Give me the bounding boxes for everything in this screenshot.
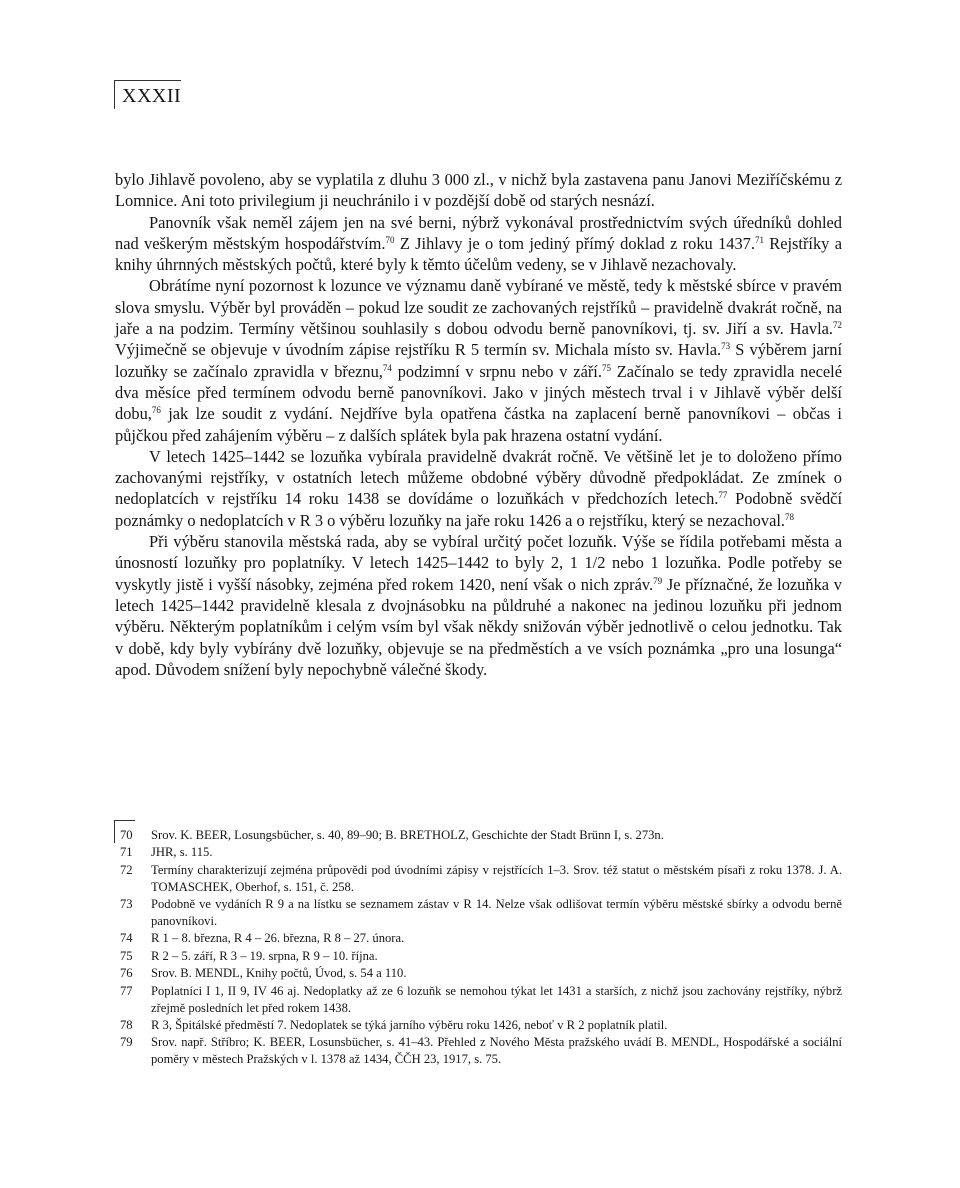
- footnote-text: Podobně ve vydáních R 9 a na lístku se seznamem zástav v R 14. Nelze však odlišovat termín výběru městské sbírky a odvodu berně panovníkovi.: [151, 897, 842, 929]
- footnote-number: 70: [120, 828, 133, 842]
- footnote-ref: 77: [718, 490, 728, 501]
- footnote-text: JHR, s. 115.: [151, 845, 213, 860]
- body-text: [115, 169, 842, 680]
- text-run: Podobně svědčí poznámky o nedoplatcích v R 3 o výběru lozuňky na jaře roku 1426 a o rejstříku, který se nezachoval.: [115, 489, 843, 530]
- text-run: S výběrem jarní lozuňky se začínalo zpravidla v březnu,: [115, 340, 842, 381]
- footnote-ref: 79: [653, 575, 663, 586]
- footnote-text: R 3, Špitálské předměstí 7. Nedoplatek se týká jarního výběru roku 1426, neboť v R 2 poplatník platil.: [151, 1017, 668, 1032]
- footnote-number: 73: [120, 897, 133, 912]
- page-number: XXXII: [122, 85, 182, 107]
- footnotes: [118, 827, 842, 1069]
- text-run: podzimní v srpnu nebo v září.: [391, 361, 602, 381]
- text-run: Při výběru stanovila městská rada, aby se vybíral určitý počet lozuňk. Výše se řídila potřebami města a únosností lozuňky pro poplatníky. V letech 1425–1442 to byly 2, 1 1/2 nebo 1 lozuňka. Podle potřeby se vyskytly jistě i vyšší násobky, zejména před rokem 1420, není však o nich zpráv.: [115, 532, 842, 594]
- footnote-number: 76: [120, 966, 133, 981]
- text-run: Rejstříky a knihy úhrnných městských počtů, které byly k těmto účelům vedeny, se v Jihlavě nezachovaly.: [115, 233, 842, 275]
- text-run: Obrátíme nyní pozornost k lozunce ve významu daně vybírané ve městě, tedy k městské sbírce v pravém slova smyslu. Výběr byl prováděn – pokud lze soudit ze zachovaných rejstříků – pravidelně dvakrát ročně, na jaře a na podzim. Termíny většinou souhlasily s dobou odvodu berně panovníkovi, tj. sv. Jiří a sv. Havla.: [115, 276, 842, 339]
- footnote-text: R 1 – 8. března, R 4 – 26. března, R 8 – 27. února.: [151, 931, 405, 946]
- footnote-number: 78: [120, 1017, 133, 1032]
- footnote-text: Termíny charakterizují zejména průpovědi pod úvodními zápisy v rejstřících 1–3. Srov. též statut o městském písaři z roku 1378. J. A. TOMASCHEK, Oberhof, s. 151, č. 258.: [151, 862, 842, 894]
- footnote-number: 71: [120, 845, 133, 860]
- text-run: V letech 1425–1442 se lozuňka vybírala pravidelně dvakrát ročně. Ve většině let je to doloženo přímo zachovanými rejstříky, v ostatních letech můžeme obdobné výběry důvodně předpokládat. Ze zmínek o nedoplatcích v rejstříku 14 roku 1438 se dovídáme o lozuňkách v předchozích letech.: [115, 446, 842, 509]
- footnote-text: Srov. K. BEER, Losungsbücher, s. 40, 89–90; B. BRETHOLZ, Geschichte der Stadt Brünn I, s. 273n.: [151, 828, 664, 842]
- footnote-number: 74: [120, 931, 133, 946]
- paragraph: [115, 275, 842, 445]
- footnote: [118, 827, 842, 844]
- footnote-text: Srov. B. MENDL, Knihy počtů, Úvod, s. 54 a 110.: [151, 966, 407, 981]
- footnote-ref: 75: [601, 362, 611, 373]
- paragraph: [115, 212, 842, 276]
- footnote-ref: 78: [785, 511, 794, 522]
- paragraph: [115, 531, 842, 680]
- footnote-ref: 72: [833, 320, 842, 331]
- footnote-number: 79: [120, 1035, 133, 1050]
- footnote-number: 72: [120, 862, 133, 877]
- footnote-text: Poplatníci I 1, II 9, IV 46 aj. Nedoplatky až ze 6 lozuňk se nemohou týkat let 1431 a starších, z nichž jsou zachovány rejstříky, nýbrž zřejmě posledních let před rokem 1438.: [151, 983, 842, 1015]
- text-run: Panovník však neměl zájem jen na své berni, nýbrž vykonával prostřednictvím svých úředníků dohled nad veškerým městským hospodářstvím.: [115, 212, 842, 253]
- footnote-ref: 74: [382, 362, 392, 373]
- text-run: bylo Jihlavě povoleno, aby se vyplatila z dluhu 3 000 zl., v nichž byla zastavena panu Janovi Meziříčskému z Lomnice. Ani toto privilegium ji neuchránilo i v pozdější době od starých nesnází.: [115, 170, 842, 211]
- footnote-text: Srov. např. Stříbro; K. BEER, Losunsbücher, s. 41–43. Přehled z Nového Města pražského uvádí B. MENDL, Hospodářské a sociální poměry v městech Pražských v l. 1378 až 1434, ČČH 23, 1917, s. 75.: [151, 1035, 842, 1067]
- footnote-ref: 76: [151, 405, 161, 416]
- footnote: [118, 844, 842, 861]
- footnote-ref: 73: [721, 341, 731, 352]
- footnote: [118, 983, 842, 1017]
- footnote: [118, 1034, 842, 1068]
- paragraph: [115, 446, 842, 531]
- footnote-text: R 2 – 5. září, R 3 – 19. srpna, R 9 – 10. října.: [151, 948, 378, 963]
- footnote: [118, 1017, 842, 1034]
- footnote-ref: 71: [754, 234, 764, 245]
- footnote: [118, 930, 842, 947]
- text-run: Je příznačné, že lozuňka v letech 1425–1442 pravidelně klesala z dvojnásobku na půldruhé a nakonec na jedinou lozuňku při jednom výběru. Některým poplatníkům i celým vsím byl však někdy snižován výběr jednotlivě o celou jednotku. Tak v době, kdy byly vybírány dvě lozuňky, objevuje se na předměstích a ve vsích poznámka „pro una losunga“ apod. Důvodem snížení byly nepochybně válečné škody.: [115, 574, 842, 679]
- footnote-ref: 70: [385, 234, 395, 245]
- paragraph: [115, 169, 842, 212]
- footnote: [118, 862, 842, 896]
- footnote-number: 75: [120, 948, 133, 963]
- text-run: Začínalo se tedy zpravidla necelé dva měsíce před termínem odvodu berně panovníkovi. Jako v jiných městech trval i v Jihlavě výběr delší dobu,: [115, 361, 842, 424]
- footnote: [118, 948, 842, 965]
- footnote-number: 77: [120, 983, 133, 998]
- text-run: Výjimečně se objevuje v úvodním zápise rejstříku R 5 termín sv. Michala místo sv. Havla.: [115, 340, 722, 360]
- text-run: Z Jihlavy je o tom jediný přímý doklad z roku 1437.: [394, 233, 755, 253]
- text-run: jak lze soudit z vydání. Nejdříve byla opatřena částka na zaplacení berně panovníkovi – občas i půjčkou před zahájením výběru – z dalších splátek byla pak hrazena ostatní vydání.: [115, 404, 842, 445]
- footnote: [118, 965, 842, 982]
- footnote: [118, 896, 842, 930]
- page-number-corner: [114, 80, 181, 109]
